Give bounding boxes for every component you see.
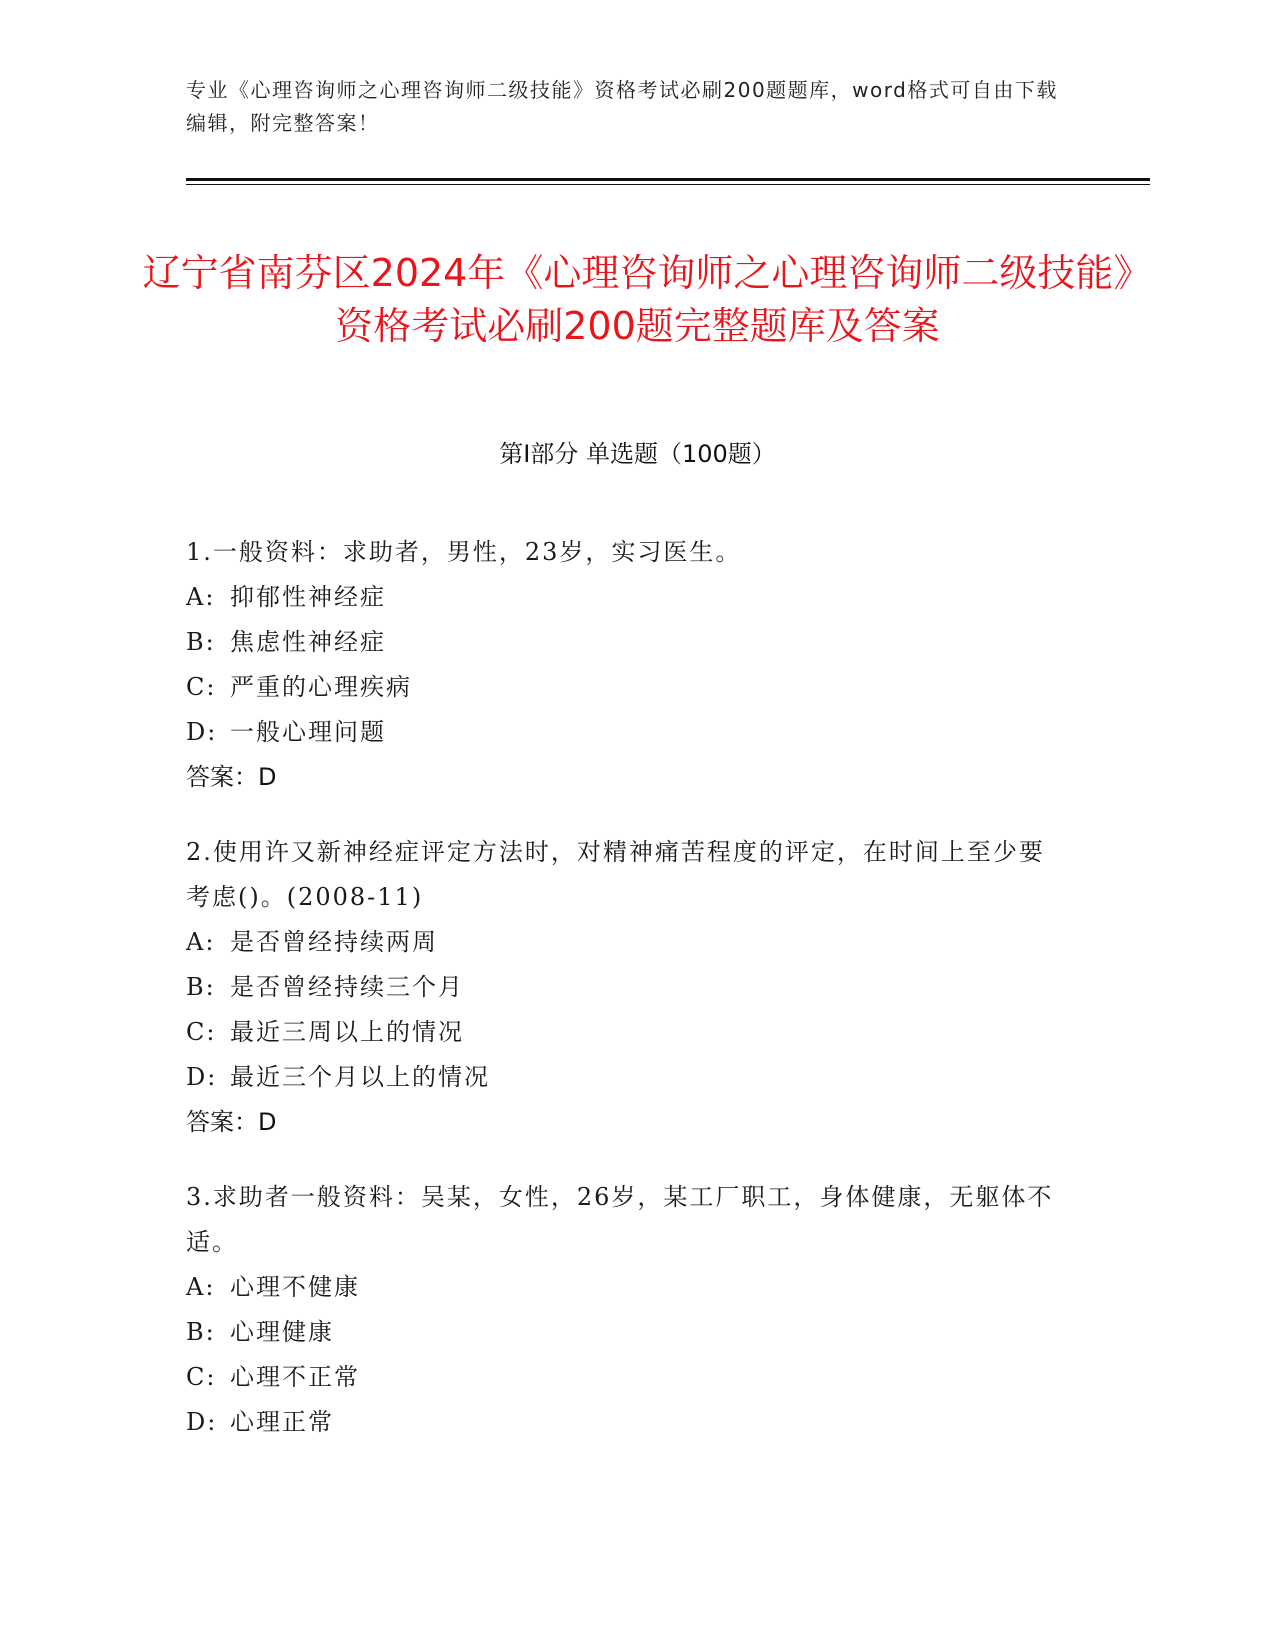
question-2 — [186, 830, 1066, 1145]
option-text: 心理不正常 — [230, 1363, 360, 1391]
question-list — [186, 530, 1066, 1475]
option-text: 是否曾经持续三个月 — [230, 973, 464, 1001]
option-key: D: — [186, 718, 218, 746]
option-key: A: — [186, 1273, 216, 1301]
option-d — [186, 1055, 1066, 1100]
option-key: D: — [186, 1063, 218, 1091]
option-text: 心理正常 — [230, 1408, 334, 1436]
option-key: A: — [186, 928, 216, 956]
question-stem: 2.使用许又新神经症评定方法时，对精神痛苦程度的评定，在时间上至少要考虑()。(2008-11) — [186, 838, 1045, 911]
option-key: C: — [186, 1018, 217, 1046]
option-c — [186, 665, 1066, 710]
document-title: 辽宁省南芬区2024年《心理咨询师之心理咨询师二级技能》资格考试必刷200题完整题库及答案 — [142, 251, 1133, 349]
option-key: C: — [186, 673, 217, 701]
option-d — [186, 1400, 1066, 1445]
option-d — [186, 710, 1066, 755]
option-a — [186, 920, 1066, 965]
option-text: 是否曾经持续两周 — [230, 928, 438, 956]
option-text: 严重的心理疾病 — [230, 673, 412, 701]
answer-line: 答案：D — [186, 763, 277, 791]
section-heading: 第Ⅰ部分 单选题（100题） — [499, 440, 776, 468]
option-c — [186, 1355, 1066, 1400]
option-text: 心理健康 — [230, 1318, 334, 1346]
option-text: 心理不健康 — [230, 1273, 360, 1301]
option-key: B: — [186, 628, 216, 656]
option-text: 最近三个月以上的情况 — [230, 1063, 490, 1091]
option-key: B: — [186, 1318, 216, 1346]
option-b — [186, 620, 1066, 665]
option-a — [186, 575, 1066, 620]
option-text: 最近三周以上的情况 — [230, 1018, 464, 1046]
option-b — [186, 965, 1066, 1010]
answer-line: 答案：D — [186, 1108, 277, 1136]
option-key: B: — [186, 973, 216, 1001]
option-text: 焦虑性神经症 — [230, 628, 386, 656]
option-text: 抑郁性神经症 — [230, 583, 386, 611]
header-rule-thick — [186, 178, 1150, 181]
header-note: 专业《心理咨询师之心理咨询师二级技能》资格考试必刷200题题库，word格式可自由下载编辑，附完整答案！ — [186, 78, 1058, 135]
question-1 — [186, 530, 1066, 800]
option-key: D: — [186, 1408, 218, 1436]
question-3 — [186, 1175, 1066, 1445]
option-b — [186, 1310, 1066, 1355]
header-rule-thin — [186, 184, 1150, 185]
option-text: 一般心理问题 — [230, 718, 386, 746]
option-key: A: — [186, 583, 216, 611]
option-a — [186, 1265, 1066, 1310]
option-key: C: — [186, 1363, 217, 1391]
question-stem: 3.求助者一般资料：吴某，女性，26岁，某工厂职工，身体健康，无躯体不适。 — [186, 1183, 1054, 1256]
question-stem: 1.一般资料：求助者，男性，23岁，实习医生。 — [186, 538, 742, 566]
option-c — [186, 1010, 1066, 1055]
